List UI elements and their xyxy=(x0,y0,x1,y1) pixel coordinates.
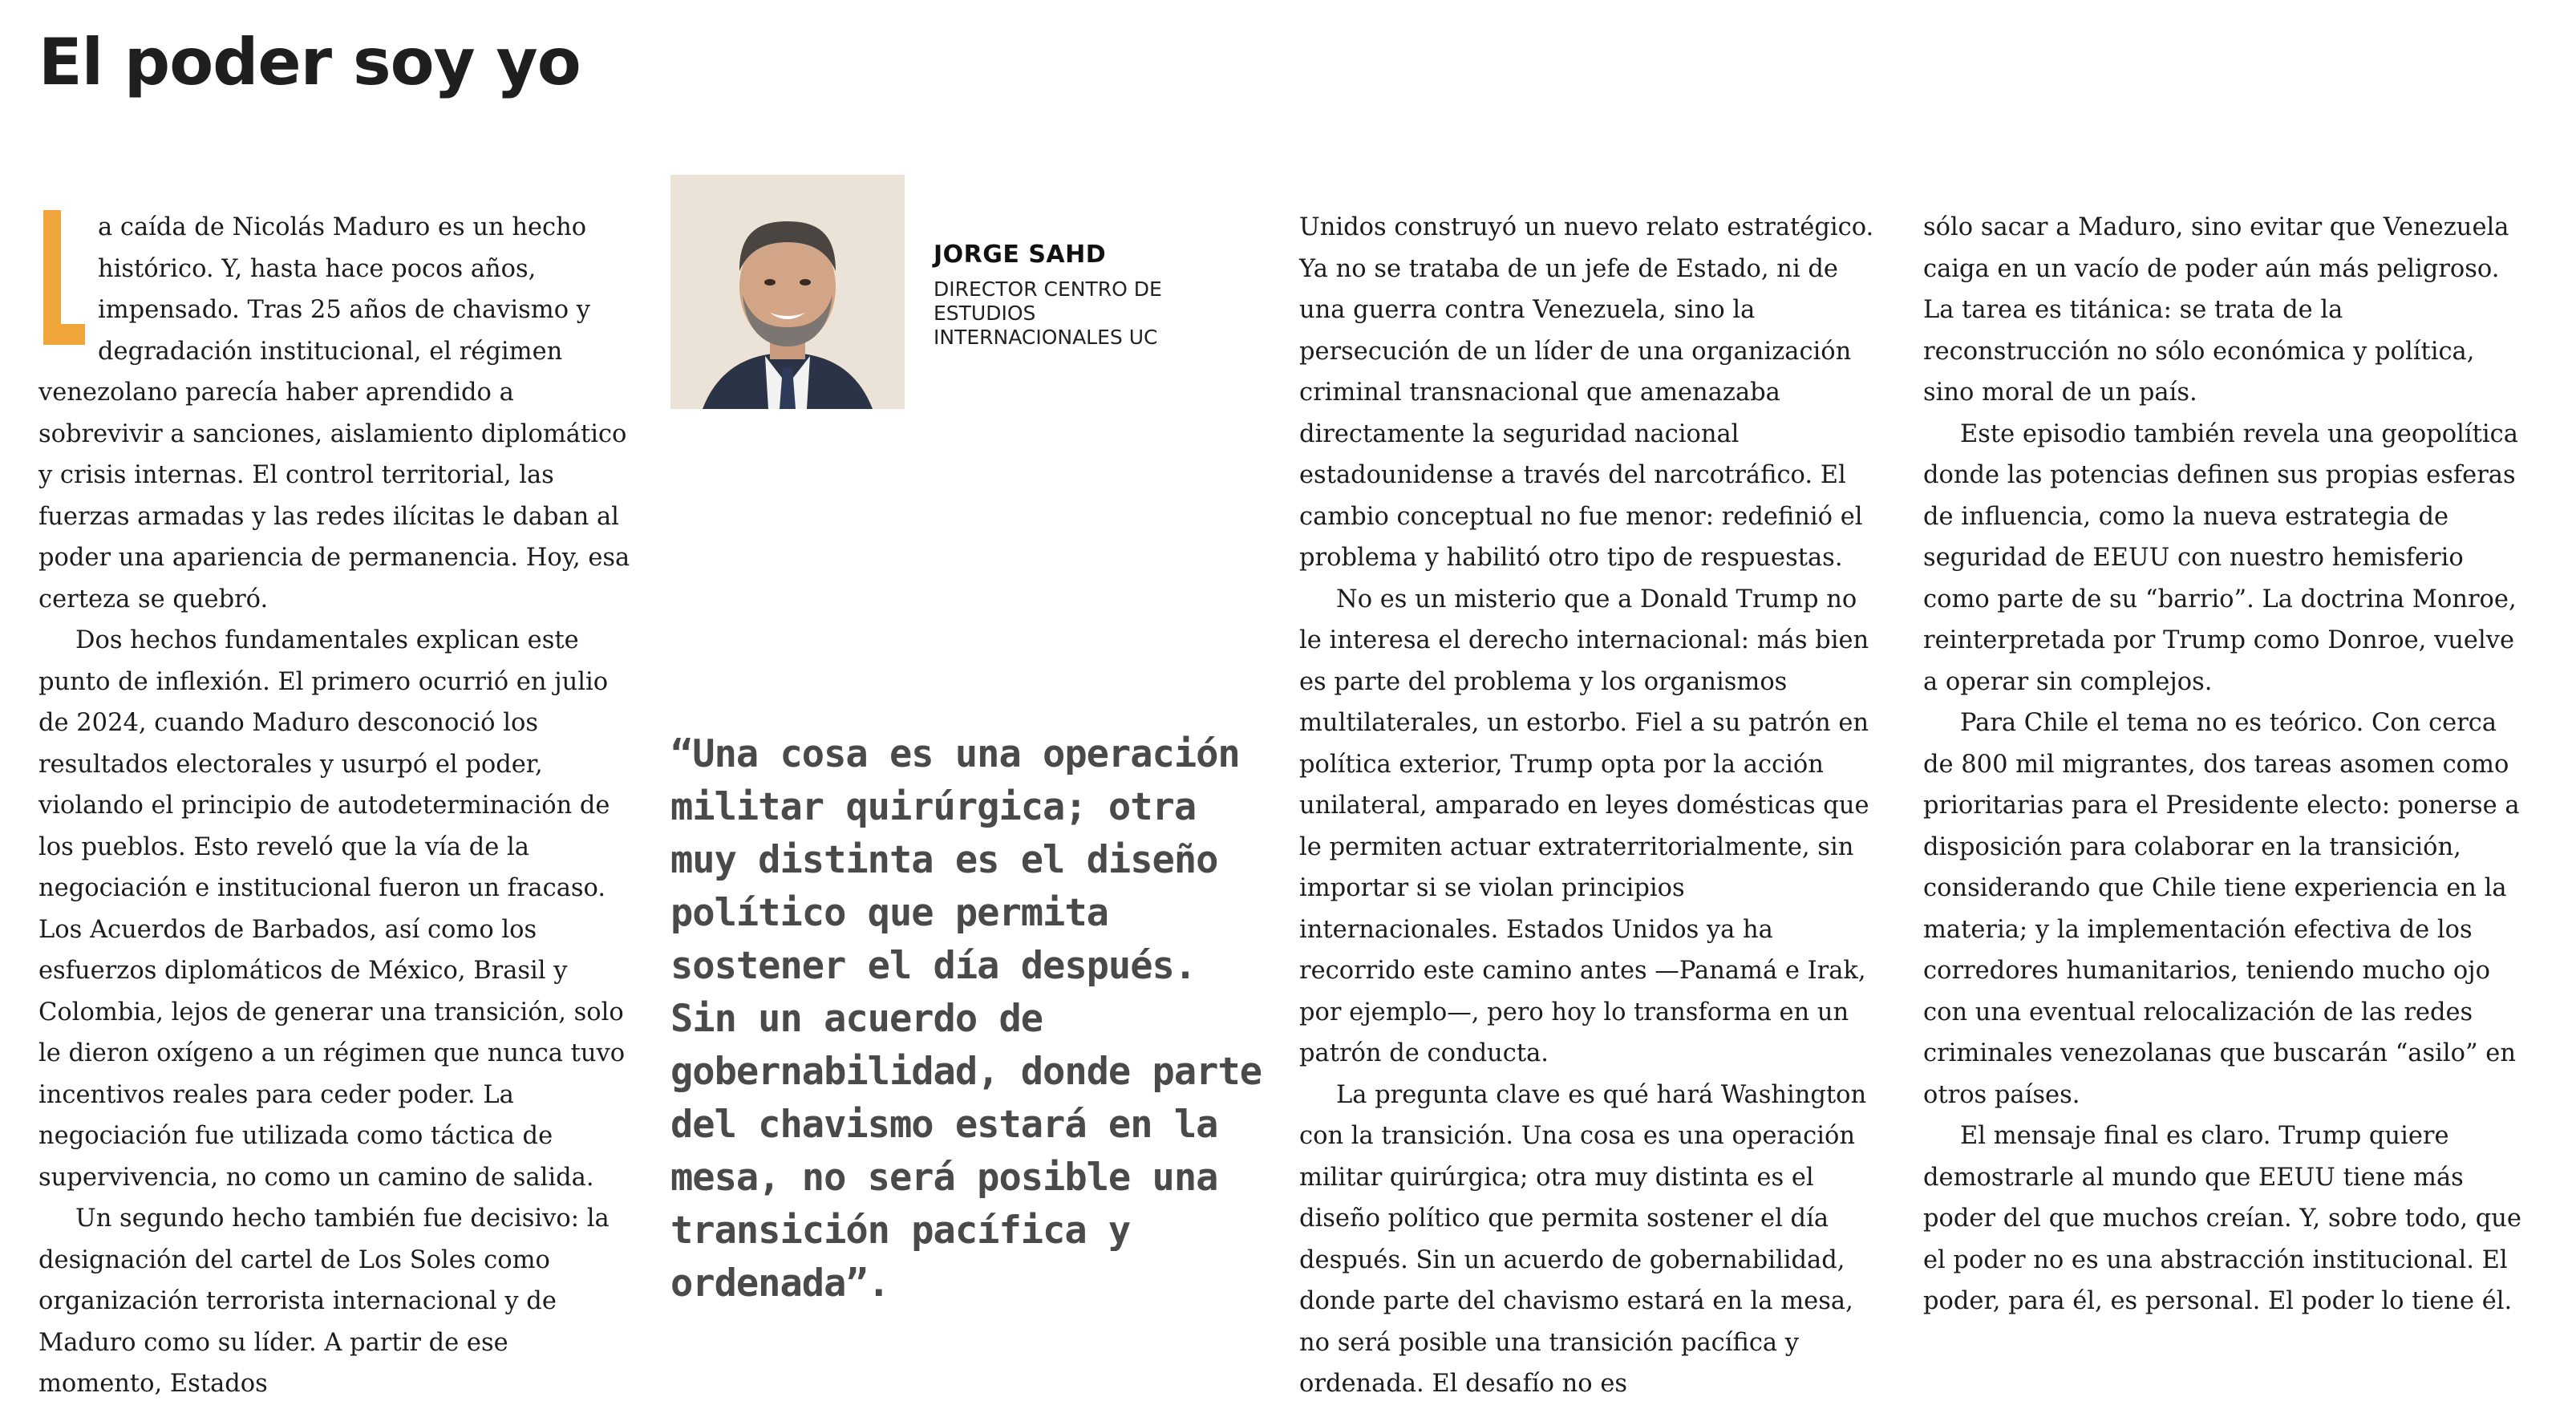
article-column-3 xyxy=(1299,207,1877,1405)
author-role: DIRECTOR CENTRO DE ESTUDIOS INTERNACIONALES UC xyxy=(934,277,1162,349)
author-name: JORGE SAHD xyxy=(934,241,1107,269)
article-column-1 xyxy=(38,207,630,1405)
pull-quote: “Una cosa es una operación militar quirúrgica; otra muy distinta es el diseño político que permita sostener el día después. Sin un acuerdo de gobernabilidad, donde parte del chavismo estará en la mesa, no será posible una transición pacífica y ordenada”. xyxy=(670,732,1262,1306)
paragraph-text: a caída de Nicolás Maduro es un hecho histórico. Y, hasta hace pocos años, impensado. Tras 25 años de chavismo y degradación institucional, el régimen venezolano parecía haber aprendido a sobrevivir a sanciones, aislamiento diplomático y crisis internas. El control territorial, las fuerzas armadas y las redes ilícitas le daban al poder una apariencia de permanencia. Hoy, esa certeza se quebró. xyxy=(38,213,630,613)
headline: El poder soy yo xyxy=(38,25,581,99)
paragraph: sólo sacar a Maduro, sino evitar que Venezuela caiga en un vacío de poder aún más peligroso. La tarea es titánica: se trata de la reconstrucción no sólo económica y política, sino moral de un país. xyxy=(1923,213,2509,407)
article-column-4 xyxy=(1923,207,2526,1322)
paragraph: El mensaje final es claro. Trump quiere demostrarle al mundo que EEUU tiene más poder del que muchos creían. Y, sobre todo, que el poder no es una abstracción institucional. El poder, para él, es personal. El poder lo tiene él. xyxy=(1923,1122,2521,1315)
paragraph: La pregunta clave es qué hará Washington con la transición. Una cosa es una operación militar quirúrgica; otra muy distinta es el diseño político que permita sostener el día después. Sin un acuerdo de gobernabilidad, donde parte del chavismo estará en la mesa, no será posible una transición pacífica y ordenada. El desafío no es xyxy=(1299,1080,1867,1398)
paragraph: Dos hechos fundamentales explican este punto de inflexión. El primero ocurrió en julio de 2024, cuando Maduro desconoció los resultados electorales y usurpó el poder, violando el principio de autodeterminación de los pueblos. Esto reveló que la vía de la negociación e institucional fueron un fracaso. Los Acuerdos de Barbados, así como los esfuerzos diplomáticos de México, Brasil y Colombia, lejos de generar una transición, solo le dieron oxígeno a un régimen que nunca tuvo incentivos reales para ceder poder. La negociación fue utilizada como táctica de supervivencia, no como un camino de salida. xyxy=(38,626,626,1192)
paragraph: No es un misterio que a Donald Trump no le interesa el derecho internacional: más bien es parte del problema y los organismos multilaterales, un estorbo. Fiel a su patrón en política exterior, Trump opta por la acción unilateral, amparado en leyes domésticas que le permiten actuar extraterritorialmente, sin importar si se violan principios internacionales. Estados Unidos ya ha recorrido este camino antes —Panamá e Irak, por ejemplo—, pero hoy lo transforma en un patrón de conducta. xyxy=(1299,585,1869,1067)
dropcap-l-shape xyxy=(38,210,85,345)
paragraph xyxy=(38,207,630,620)
paragraph: Para Chile el tema no es teórico. Con cerca de 800 mil migrantes, dos tareas asomen como prioritarias para el Presidente electo: ponerse a disposición para colaborar en la transición, considerando que Chile tiene experiencia en la materia; y la implementación efectiva de los corredores humanitarios, teniendo mucho ojo con una eventual relocalización de las redes criminales venezolanas que buscarán “asilo” en otros países. xyxy=(1923,709,2520,1109)
author-photo xyxy=(670,175,905,409)
paragraph: Este episodio también revela una geopolítica donde las potencias definen sus propias esferas de influencia, como la nueva estrategia de seguridad de EEUU con nuestro hemisferio como parte de su “barrio”. La doctrina Monroe, reinterpretada por Trump como Donroe, vuelve a operar sin complejos. xyxy=(1923,419,2518,696)
paragraph: Un segundo hecho también fue decisivo: la designación del cartel de Los Soles como organización terrorista internacional y de Maduro como su líder. A partir de ese momento, Estados xyxy=(38,1205,610,1398)
paragraph: Unidos construyó un nuevo relato estratégico. Ya no se trataba de un jefe de Estado, ni de una guerra contra Venezuela, sino la persecución de un líder de una organización criminal transnacional que amenazaba directamente la seguridad nacional estadounidense a través del narcotráfico. El cambio conceptual no fue menor: redefinió el problema y habilitó otro tipo de respuestas. xyxy=(1299,213,1874,572)
